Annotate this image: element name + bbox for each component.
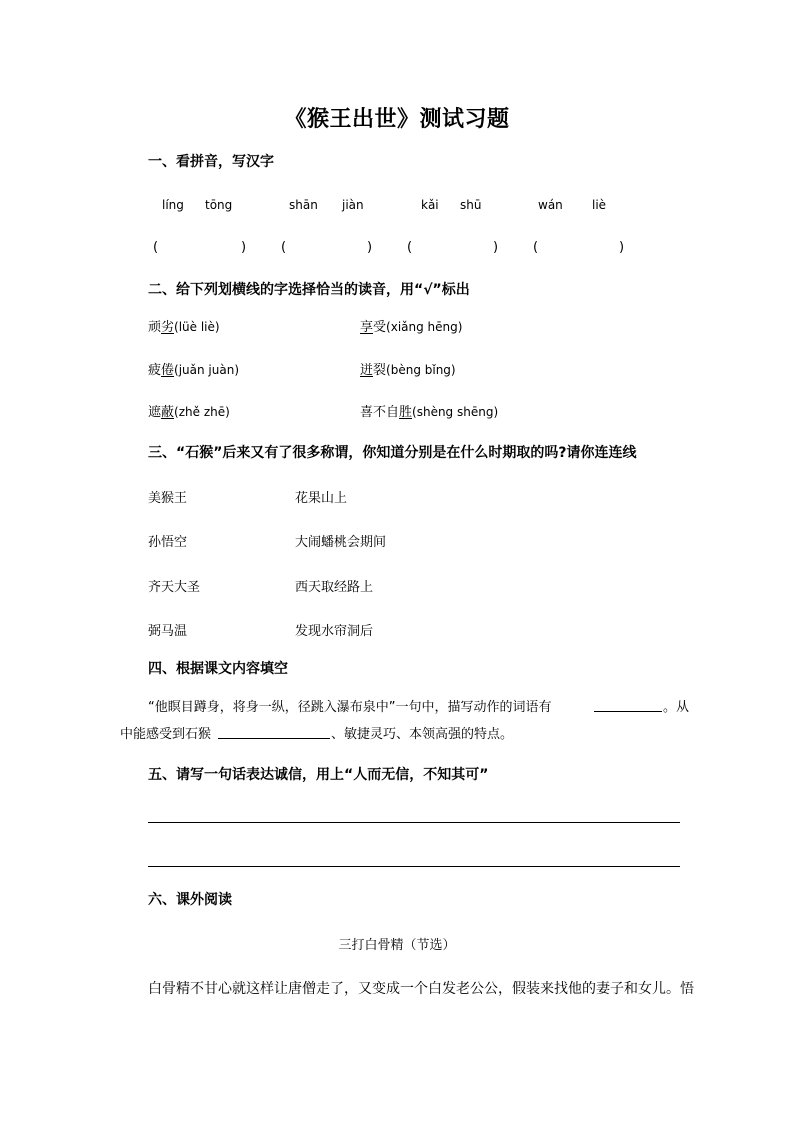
period-item: 花果山上	[295, 491, 348, 506]
pinyin: tōng	[205, 198, 233, 212]
close-paren: )	[367, 240, 373, 255]
section-6-heading: 六、课外阅读	[148, 892, 232, 908]
underlined-char: 蔽	[161, 405, 175, 420]
pinyin: jiàn	[342, 198, 364, 212]
period-item: 西天取经路上	[295, 580, 374, 595]
name-item: 齐天大圣	[148, 580, 201, 595]
open-paren: (	[281, 240, 287, 255]
pinyin: shān	[289, 198, 318, 212]
section-5-heading: 五、请写一句话表达诚信，用上“人而无信，不知其可”	[148, 767, 489, 783]
open-paren: (	[153, 240, 159, 255]
name-item: 美猴王	[148, 491, 188, 506]
pinyin: líng	[162, 198, 184, 212]
passage-title: 三打白骨精（节选）	[338, 938, 456, 953]
page-title: 《猴王出世》测试习题	[284, 106, 510, 132]
period-item: 发现水帘洞后	[295, 624, 374, 639]
pinyin-options: (zhě zhē)	[174, 405, 230, 419]
passage-text: 白骨精不甘心就这样让唐僧走了，又变成一个白发老公公，假装来找他的妻子和女儿。悟	[148, 981, 694, 997]
writing-line[interactable]	[148, 822, 680, 823]
underlined-char: 倦	[161, 363, 175, 378]
period-item: 大闹蟠桃会期间	[295, 535, 387, 550]
close-paren: )	[619, 240, 625, 255]
section-4-heading: 四、根据课文内容填空	[148, 661, 288, 677]
reading-item	[360, 316, 462, 335]
pinyin: kǎi	[421, 198, 439, 212]
underlined-char: 劣	[161, 320, 175, 335]
name-item: 弼马温	[148, 624, 188, 639]
pinyin-options: (juǎn juàn)	[174, 363, 240, 377]
underlined-char: 享	[360, 320, 374, 335]
writing-line[interactable]	[148, 866, 680, 867]
underlined-char: 迸	[360, 363, 374, 378]
word-part: 受	[373, 320, 387, 335]
fill-text: 、敏捷灵巧、本领高强的特点。	[331, 727, 514, 742]
fill-blank-1[interactable]	[594, 711, 662, 712]
pinyin-options: (shèng shēng)	[412, 405, 499, 419]
fill-text: 。从	[663, 700, 690, 715]
reading-item	[148, 316, 220, 335]
pinyin-options: (lüè liè)	[174, 320, 220, 334]
open-paren: (	[407, 240, 413, 255]
section-2-heading: 二、给下列划横线的字选择恰当的读音，用“√”标出	[148, 282, 470, 298]
name-item: 孙悟空	[148, 535, 188, 550]
word-part: 裂	[373, 363, 387, 378]
underlined-char: 胜	[399, 405, 413, 420]
section-3-heading: 三、“石猴”后来又有了很多称谓，你知道分别是在什么时期取的吗?请你连连线	[148, 445, 637, 461]
word-part: 遮	[148, 405, 162, 420]
reading-item	[360, 359, 456, 378]
pinyin: wán	[538, 198, 563, 212]
pinyin-options: (bèng bǐng)	[386, 363, 456, 377]
fill-text: “他瞑目蹲身，将身一纵，径跳入瀑布泉中”一句中，描写动作的词语有	[148, 700, 552, 715]
pinyin: liè	[592, 198, 607, 212]
open-paren: (	[533, 240, 539, 255]
close-paren: )	[241, 240, 247, 255]
reading-item	[148, 401, 230, 420]
close-paren: )	[493, 240, 499, 255]
pinyin-options: (xiǎng hēng)	[386, 320, 463, 334]
reading-item	[148, 359, 239, 378]
fill-text: 中能感受到石猴	[120, 727, 212, 742]
pinyin: shū	[460, 198, 482, 212]
reading-item	[360, 401, 498, 420]
fill-blank-2[interactable]	[218, 738, 330, 739]
word-part: 顽	[148, 320, 162, 335]
section-1-heading: 一、看拼音，写汉字	[148, 154, 274, 170]
word-part: 喜不自	[360, 405, 400, 420]
word-part: 疲	[148, 363, 162, 378]
